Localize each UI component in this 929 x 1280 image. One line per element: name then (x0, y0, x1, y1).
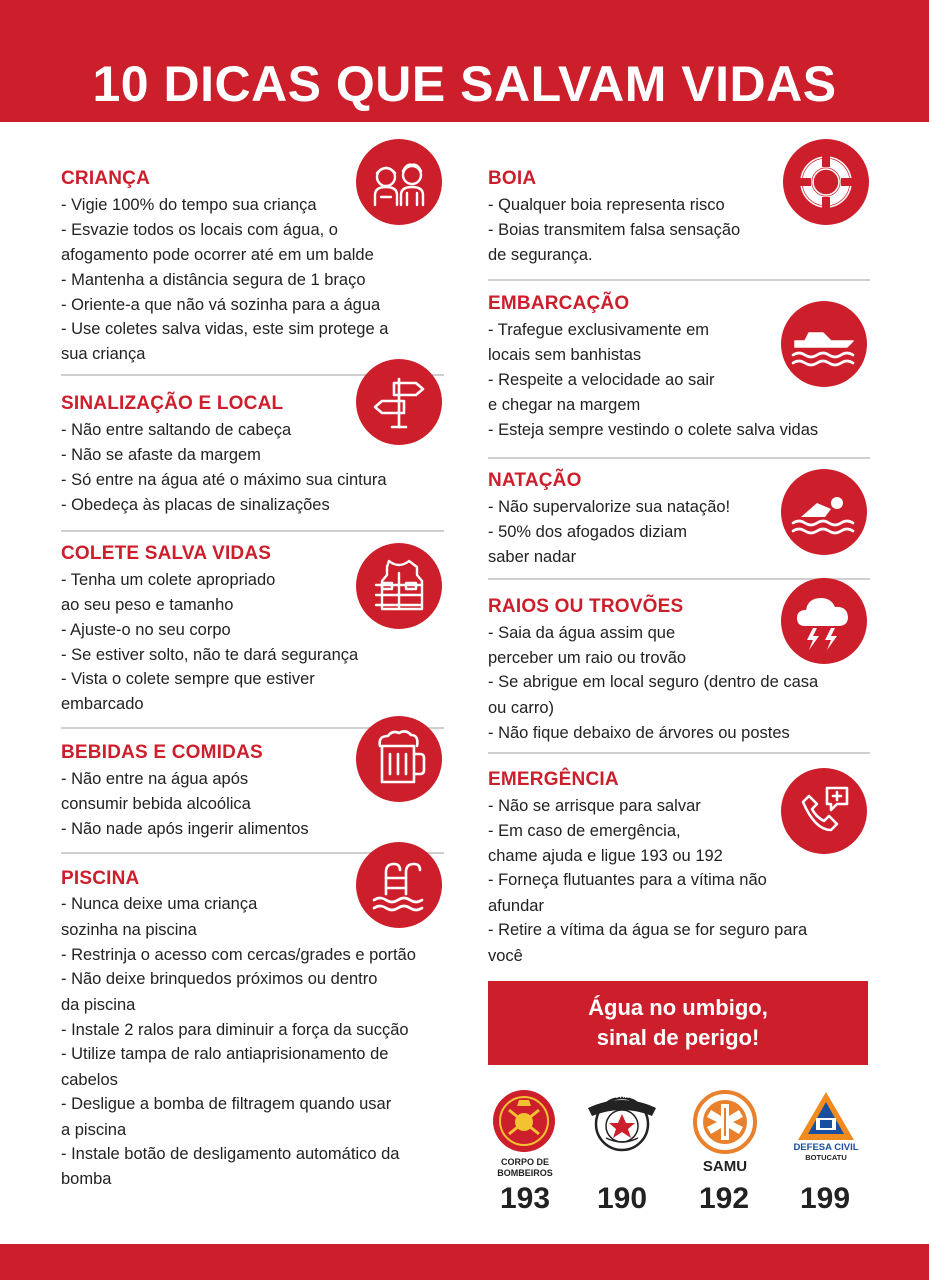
footer-bar (0, 1244, 929, 1280)
swimmer-icon (781, 469, 867, 555)
tip-line: - Tenha um colete apropriado (61, 571, 276, 589)
header-banner (0, 0, 929, 122)
tip-line: - Se estiver solto, não te dará segurança (61, 646, 359, 664)
tip-line: saber nadar (488, 548, 577, 566)
tip-line: afogamento pode ocorrer até em um balde (61, 246, 374, 264)
tip-line: e chegar na margem (488, 396, 641, 414)
section-title: COLETE SALVA VIDAS (61, 543, 272, 564)
tip-line: ao seu peso e tamanho (61, 596, 234, 614)
firefighters-logo (491, 1088, 557, 1154)
section-title: NATAÇÃO (488, 470, 582, 491)
section-divider (488, 457, 870, 459)
tip-line: - Não entre saltando de cabeça (61, 421, 292, 439)
tip-line: locais sem banhistas (488, 346, 642, 364)
tip-line: - Obedeça às placas de sinalizações (61, 496, 330, 514)
tip-line: a piscina (61, 1121, 127, 1139)
tip-line: - Em caso de emergência, (488, 822, 681, 840)
tip-line: - Qualquer boia representa risco (488, 196, 725, 214)
boat-icon (781, 301, 867, 387)
phone-number: 192 (698, 1182, 750, 1215)
slogan-line: Água no umbigo, (588, 995, 768, 1020)
tip-line: perceber um raio ou trovão (488, 649, 687, 667)
slogan-banner (488, 981, 868, 1065)
tip-line: - Restrinja o acesso com cercas/grades e portão (61, 946, 416, 964)
section-title: EMERGÊNCIA (488, 769, 619, 790)
tip-line: - Use coletes salva vidas, este sim protege a (61, 320, 389, 338)
tip-line: - Não fique debaixo de árvores ou postes (488, 724, 790, 742)
section-title: EMBARCAÇÃO (488, 293, 630, 314)
page-title: 10 DICAS QUE SALVAM VIDAS (92, 56, 837, 112)
tip-line: - Boias transmitem falsa sensação (488, 221, 741, 239)
section-title: SINALIZAÇÃO E LOCAL (61, 393, 284, 414)
tip-line: cabelos (61, 1071, 118, 1089)
tip-line: - Esvazie todos os locais com água, o (61, 221, 338, 239)
tip-line: - Não entre na água após (61, 770, 249, 788)
phone-number: 193 (499, 1182, 551, 1215)
tip-line: - Vista o colete sempre que estiver (61, 670, 315, 688)
section-title: BEBIDAS E COMIDAS (61, 742, 263, 763)
storm-cloud-icon (781, 578, 867, 664)
section-title: CRIANÇA (61, 168, 151, 189)
tip-line: - Ajuste-o no seu corpo (61, 621, 231, 639)
tip-line: sua criança (61, 345, 146, 363)
tip-line: chame ajuda e ligue 193 ou 192 (488, 847, 723, 865)
section-divider (61, 530, 444, 532)
tip-line: você (488, 947, 523, 965)
tip-line: afundar (488, 897, 544, 915)
beer-mug-icon (356, 716, 442, 802)
civil-defense-logo (794, 1088, 858, 1144)
tip-line: - Não deixe brinquedos próximos ou dentro (61, 970, 378, 988)
section-title: RAIOS OU TROVÕES (488, 596, 684, 617)
slogan-line: sinal de perigo! (596, 1025, 760, 1050)
tip-line: - Mantenha a distância segura de 1 braço (61, 271, 366, 289)
signpost-icon (356, 359, 442, 445)
tip-line: - Não se afaste da margem (61, 446, 261, 464)
tip-line: da piscina (61, 996, 136, 1014)
samu-logo (693, 1090, 757, 1154)
tip-line: de segurança. (488, 246, 593, 264)
section-divider (488, 752, 870, 754)
tip-line: - Retire a vítima da água se for seguro para (488, 921, 808, 939)
tip-line: embarcado (61, 695, 144, 713)
agency-name: SAMU (702, 1158, 748, 1175)
section-title: BOIA (488, 168, 537, 189)
section-title: PISCINA (61, 868, 140, 889)
phone-number: 199 (799, 1182, 851, 1215)
tip-line: - Não se arrisque para salvar (488, 797, 701, 815)
tip-line: consumir bebida alcoólica (61, 795, 251, 813)
tip-line: - Vigie 100% do tempo sua criança (61, 196, 317, 214)
tip-line: - Instale 2 ralos para diminuir a força da sucção (61, 1021, 409, 1039)
tip-line: - Respeite a velocidade ao sair (488, 371, 715, 389)
agency-logo-text: POLÍCIA MILITAR (597, 1094, 647, 1100)
tip-line: sozinha na piscina (61, 921, 197, 939)
life-vest-icon (356, 543, 442, 629)
tip-line: - Utilize tampa de ralo antiaprisionamento de (61, 1045, 389, 1063)
tip-line: - Nunca deixe uma criança (61, 895, 258, 913)
phone-number: 190 (596, 1182, 648, 1215)
section-divider (488, 279, 870, 281)
tip-line: - Oriente-a que não vá sozinha para a água (61, 296, 381, 314)
children-icon (356, 139, 442, 225)
tip-line: bomba (61, 1170, 112, 1188)
tip-line: - Saia da água assim que (488, 624, 676, 642)
lifebuoy-icon (783, 139, 869, 225)
tip-line: - Não nade após ingerir alimentos (61, 820, 309, 838)
tip-line: - 50% dos afogados diziam (488, 523, 688, 541)
tip-line: - Desligue a bomba de filtragem quando usar (61, 1095, 392, 1113)
agency-name: CORPO DE BOMBEIROS (497, 1157, 553, 1178)
emergency-phone-icon (781, 768, 867, 854)
tip-line: - Trafegue exclusivamente em (488, 321, 710, 339)
tip-line: - Não supervalorize sua natação! (488, 498, 731, 516)
agency-name: DEFESA CIVIL BOTUCATU (793, 1142, 859, 1162)
tip-line: ou carro) (488, 699, 555, 717)
pool-ladder-icon (356, 842, 442, 928)
tip-line: - Se abrigue em local seguro (dentro de casa (488, 673, 819, 691)
tip-line: - Só entre na água até o máximo sua cintura (61, 471, 387, 489)
tip-line: - Forneça flutuantes para a vítima não (488, 871, 767, 889)
tip-line: - Instale botão de desligamento automático da (61, 1145, 400, 1163)
tip-line: - Esteja sempre vestindo o colete salva vidas (488, 421, 819, 439)
